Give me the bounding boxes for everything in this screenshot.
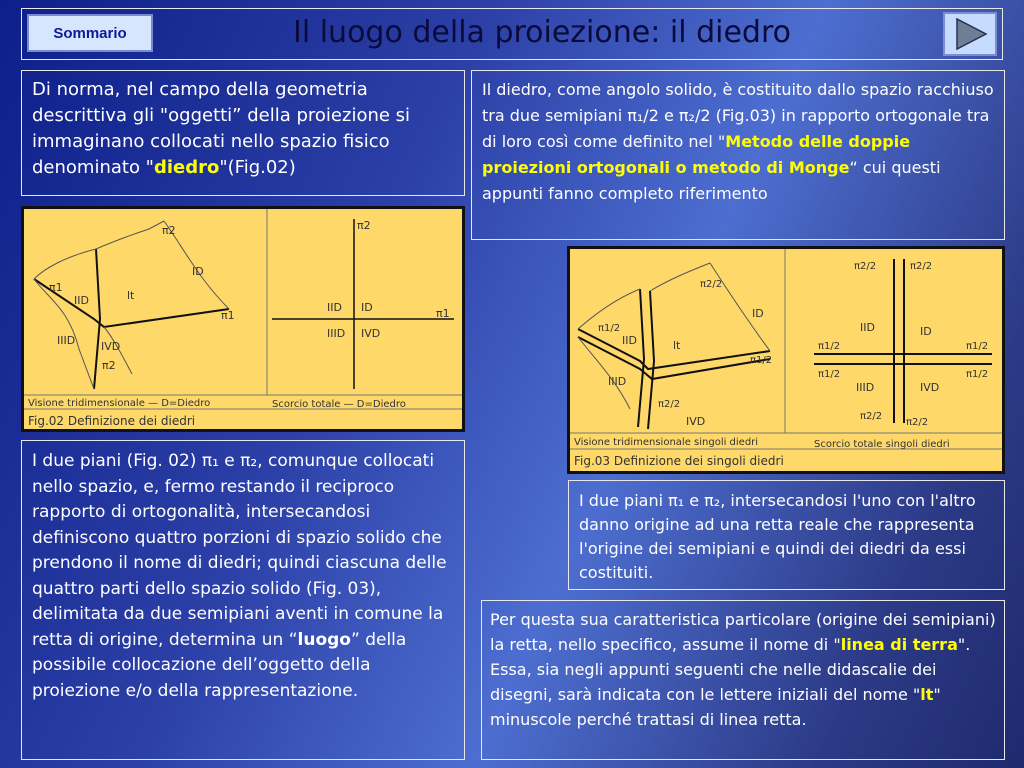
luogo-highlight: luogo — [297, 629, 351, 650]
fig03-right-label-id: ID — [920, 325, 932, 338]
intro-highlight: diedro — [153, 157, 220, 178]
retta-origine-text: I due piani π₁ e π₂, intersecandosi l'uno con l'altro danno origine ad una retta reale che rappresenta l'origine dei semipiani e quindi dei diedri da essi costituiti. — [579, 491, 976, 582]
linea-text-mid: ". Essa, sia negli appunti seguenti che nelle didascalie dei disegni, sarà indicata con le lettere iniziali del nome " — [490, 635, 971, 704]
fig03-right-label-iid: IID — [860, 321, 875, 334]
linea-text-start: Per questa sua caratteristica particolare (origine dei semipiani) la retta, nello specifico, assume il nome di " — [490, 610, 996, 654]
fig02-label-iiid: IIID — [57, 334, 76, 347]
intro-text-end: "(Fig.02) — [219, 157, 296, 178]
fig02-label-pi2-bottom: π2 — [102, 359, 116, 372]
fig03-label-pi2-top: π2/2 — [700, 279, 723, 290]
fig03-label-lt: lt — [673, 339, 681, 352]
fig03-right-label-iiid: IIID — [856, 381, 875, 394]
diedro-text-end: “ cui questi appunti fanno completo riferimento — [482, 158, 941, 203]
fig02-title: Fig.02 Definizione dei diedri — [28, 414, 196, 428]
fig03-label-iid: IID — [622, 334, 637, 347]
fig02-caption-right: Scorcio totale — D=Diedro — [272, 399, 406, 410]
fig03-title: Fig.03 Definizione dei singoli diedri — [574, 454, 784, 468]
fig02-drawing — [24, 209, 462, 429]
fig02-label-id: ID — [192, 265, 204, 278]
fig03-label-pi1-left: π1/2 — [598, 323, 621, 334]
fig02-right-label-pi1: π1 — [436, 307, 450, 320]
fig02-label-ivd: IVD — [101, 340, 121, 353]
intro-text-box — [21, 70, 465, 196]
page-title: Il luogo della proiezione: il diedro — [293, 15, 791, 50]
diedri-text-start: I due piani (Fig. 02) π₁ e π₂, comunque collocati nello spazio, e, fermo restando il reciproco rapporto di ortogonalità, intersecandosi definiscono quattro porzioni di spazio solido che prendono il nome di diedri; quindi ciascuna delle quattro parti dello spazio solido (Fig. 03), delimitata da due semipiani aventi in comune la retta di origine, determina un “ — [32, 451, 447, 650]
linea-di-terra-box — [481, 600, 1005, 760]
fig02-label-pi2-top: π2 — [162, 224, 176, 237]
monge-highlight: Metodo delle doppie proiezioni ortogonali o metodo di Monge — [482, 132, 911, 177]
fig02-label-iid: IID — [74, 294, 89, 307]
fig03-right-pi2-bottom-left: π2/2 — [860, 411, 883, 422]
fig03-label-iiid: IIID — [608, 375, 627, 388]
fig03-right-pi1-left-bottom: π1/2 — [818, 369, 841, 380]
next-slide-button[interactable] — [943, 12, 997, 56]
fig03-caption-left: Visione tridimensionale singoli diedri — [574, 437, 759, 448]
fig03-label-id: ID — [752, 307, 764, 320]
retta-origine-box — [568, 480, 1005, 590]
fig03-label-pi2-bottom: π2/2 — [658, 399, 681, 410]
title-bar — [21, 8, 1003, 60]
fig03-right-pi1-left-top: π1/2 — [818, 341, 841, 352]
fig03-label-ivd: IVD — [686, 415, 706, 428]
intro-text-start: Di norma, nel campo della geometria descrittiva gli "oggetti” della proiezione si immaginano collocati nello spazio fisico denominato " — [32, 79, 411, 178]
sommario-button[interactable]: Sommario — [27, 14, 153, 52]
fig03-right-label-ivd: IVD — [920, 381, 940, 394]
fig02-caption-left: Visione tridimensionale — D=Diedro — [28, 398, 211, 409]
fig03-drawing — [570, 249, 1002, 471]
play-arrow-icon — [945, 14, 995, 54]
figure-03 — [567, 246, 1005, 474]
diedro-text-start: Il diedro, come angolo solido, è costituito dallo spazio racchiuso tra due semipiani π₁/2 e π₂/2 (Fig.03) in rapporto ortogonale tra di loro così come definito nel " — [482, 80, 994, 151]
fig03-right-pi2-top-left: π2/2 — [854, 261, 877, 272]
fig02-label-lt: lt — [127, 289, 135, 302]
lt-highlight: lt — [920, 685, 934, 704]
fig02-right-label-ivd: IVD — [361, 327, 381, 340]
fig02-right-label-iid: IID — [327, 301, 342, 314]
linea-di-terra-highlight: linea di terra — [840, 635, 958, 654]
diedro-definition-box — [471, 70, 1005, 240]
fig02-right-label-iiid: IIID — [327, 327, 346, 340]
fig03-caption-right: Scorcio totale singoli diedri — [814, 439, 950, 450]
fig02-label-pi1-right: π1 — [221, 309, 235, 322]
fig02-label-pi1-left: π1 — [49, 281, 63, 294]
fig02-right-label-pi2: π2 — [357, 219, 371, 232]
diedri-explanation-box — [21, 440, 465, 760]
fig03-right-pi1-right-top: π1/2 — [966, 341, 989, 352]
fig03-right-pi2-bottom-right: π2/2 — [906, 417, 929, 428]
figure-02 — [21, 206, 465, 432]
fig03-label-pi1-right: π1/2 — [750, 355, 773, 366]
fig03-right-pi1-right-bottom: π1/2 — [966, 369, 989, 380]
linea-text-end: " minuscole perché trattasi di linea retta. — [490, 685, 941, 729]
fig03-right-pi2-top-right: π2/2 — [910, 261, 933, 272]
fig02-right-label-id: ID — [361, 301, 373, 314]
diedri-text-end: ” della possibile collocazione dell’oggetto della proiezione e/o della rappresentazione. — [32, 629, 407, 701]
